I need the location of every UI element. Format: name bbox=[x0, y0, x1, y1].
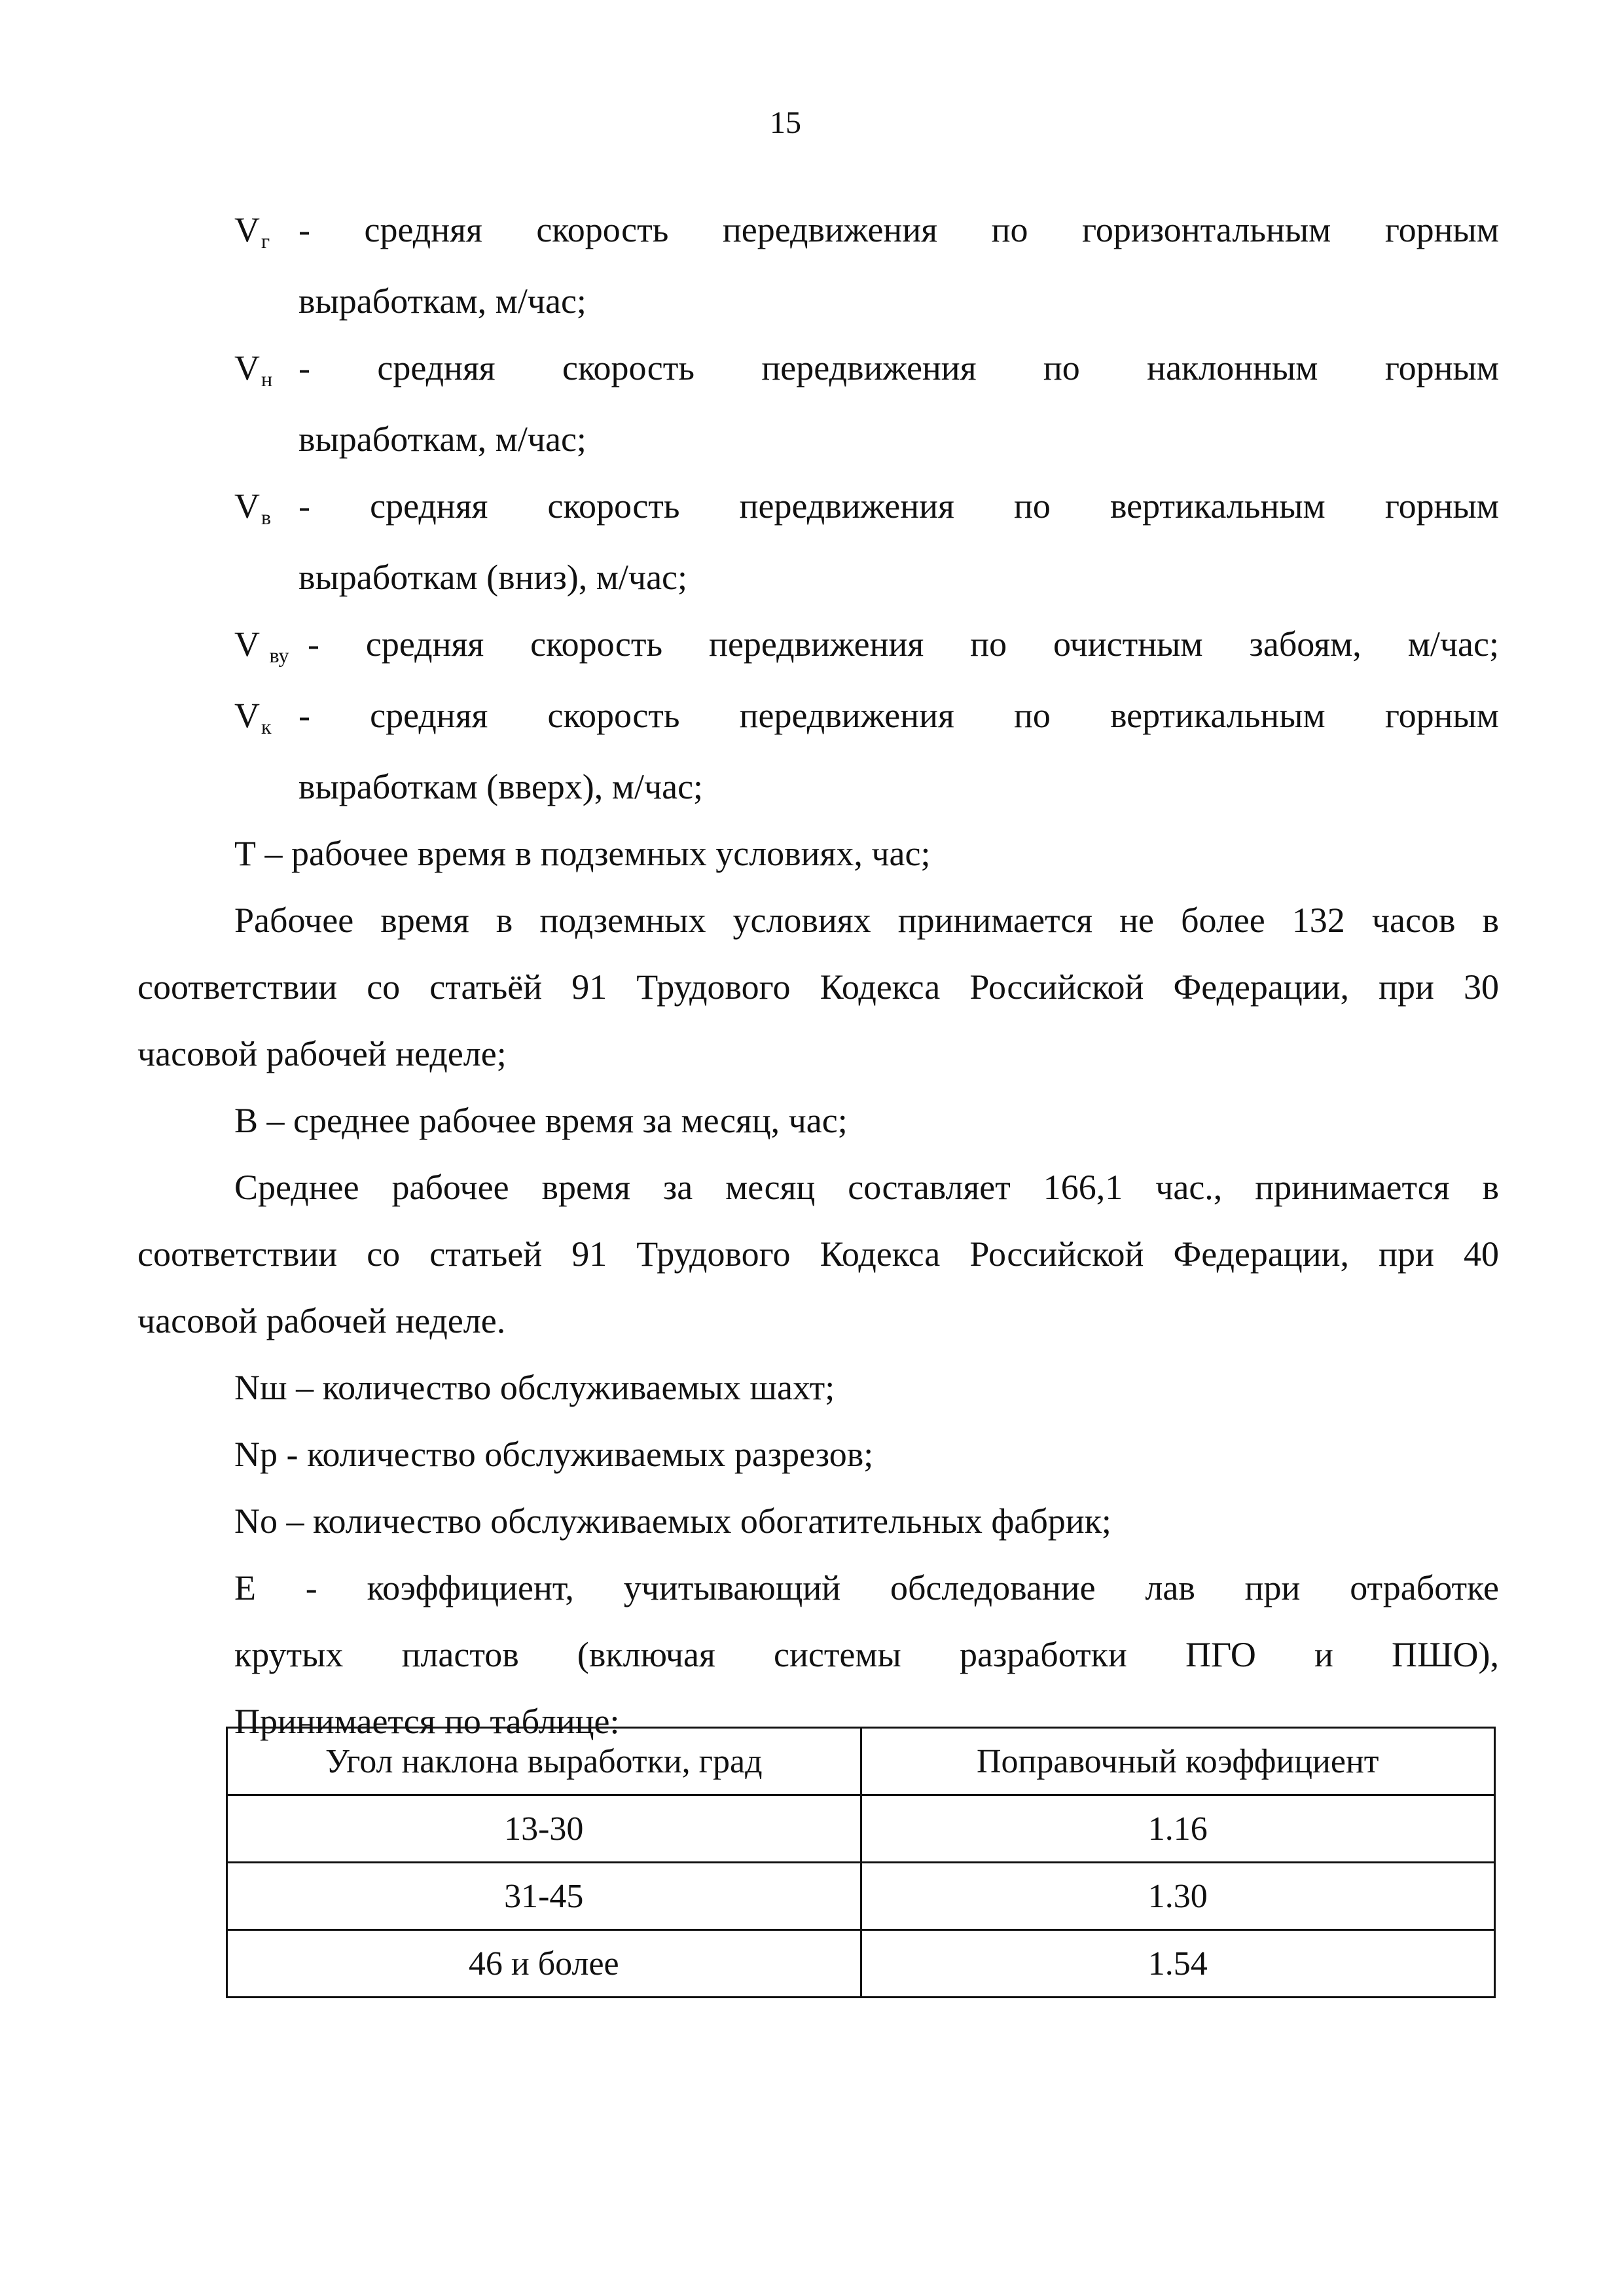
symbol: V bbox=[234, 696, 260, 735]
paragraph-average-time bbox=[137, 1154, 1499, 1354]
paragraph-line: соответствии со статьей 91 Трудового Кодекса Российской Федерации, при 40 bbox=[137, 1234, 1499, 1274]
definition-text: - средняя скорость передвижения по вертикальным горным bbox=[298, 696, 1499, 735]
definition-text: - средняя скорость передвижения по наклонным горным bbox=[298, 348, 1499, 387]
paragraph-line: соответствии со статьёй 91 Трудового Кодекса Российской Федерации, при 30 bbox=[137, 967, 1499, 1007]
definition-text: - средняя скорость передвижения по очистным забоям, м/час; bbox=[308, 624, 1499, 664]
table-cell: 1.54 bbox=[861, 1930, 1495, 1998]
correction-coefficient-table bbox=[226, 1727, 1496, 1998]
definition-v-v bbox=[234, 473, 1499, 544]
table-header-row bbox=[227, 1728, 1495, 1795]
symbol-subscript: н bbox=[261, 367, 273, 391]
definition-b: В – среднее рабочее время за месяц, час; bbox=[234, 1101, 848, 1140]
table-header-cell: Угол наклона выработки, град bbox=[227, 1728, 861, 1795]
definition-line: Принимается по таблице: bbox=[234, 1702, 620, 1741]
definition-v-n bbox=[234, 334, 1499, 406]
table-cell: 1.30 bbox=[861, 1863, 1495, 1930]
table-cell: 31-45 bbox=[227, 1863, 861, 1930]
symbol-subscript: ву bbox=[269, 643, 289, 667]
symbol: V bbox=[234, 624, 268, 664]
definition-text: - средняя скорость передвижения по вертикальным горным bbox=[298, 486, 1499, 526]
document-body bbox=[137, 196, 1499, 1755]
table-row bbox=[227, 1795, 1495, 1863]
definition-n-pits: Nр - количество обслуживаемых разрезов; bbox=[234, 1435, 874, 1474]
symbol: V bbox=[234, 210, 260, 249]
definition-v-k bbox=[234, 682, 1499, 753]
symbol: V bbox=[234, 348, 260, 387]
definition-n-plants: Nо – количество обслуживаемых обогатительных фабрик; bbox=[234, 1501, 1111, 1541]
definition-e bbox=[234, 1554, 1499, 1755]
definition-n-mines: Nш – количество обслуживаемых шахт; bbox=[234, 1368, 835, 1407]
table-row bbox=[227, 1930, 1495, 1998]
definition-line: Е - коэффициент, учитывающий обследование лав при отработке bbox=[234, 1568, 1499, 1607]
symbol-subscript: к bbox=[261, 715, 272, 738]
table-row bbox=[227, 1863, 1495, 1930]
definition-continuation: выработкам, м/час; bbox=[298, 420, 586, 459]
paragraph-working-time bbox=[137, 887, 1499, 1087]
paragraph-line: часовой рабочей неделе. bbox=[137, 1301, 506, 1340]
definition-v-g bbox=[234, 196, 1499, 268]
symbol: V bbox=[234, 486, 260, 526]
page-number: 15 bbox=[770, 105, 801, 140]
definition-v-vu bbox=[234, 611, 1499, 682]
table-cell: 1.16 bbox=[861, 1795, 1495, 1863]
symbol-subscript: в bbox=[261, 505, 272, 529]
definition-t: Т – рабочее время в подземных условиях, час; bbox=[234, 834, 931, 873]
paragraph-line: Среднее рабочее время за месяц составляет 166,1 час., принимается в bbox=[234, 1168, 1499, 1207]
paragraph-line: часовой рабочей неделе; bbox=[137, 1034, 507, 1073]
definition-line: крутых пластов (включая системы разработки ПГО и ПШО), bbox=[234, 1635, 1499, 1674]
table-header-cell: Поправочный коэффициент bbox=[861, 1728, 1495, 1795]
definition-continuation: выработкам (вниз), м/час; bbox=[298, 558, 688, 597]
paragraph-line: Рабочее время в подземных условиях принимается не более 132 часов в bbox=[234, 901, 1499, 940]
definition-text: - средняя скорость передвижения по горизонтальным горным bbox=[298, 210, 1499, 249]
table-cell: 46 и более bbox=[227, 1930, 861, 1998]
definition-continuation: выработкам (вверх), м/час; bbox=[298, 767, 704, 806]
symbol-subscript: г bbox=[261, 229, 270, 253]
definition-continuation: выработкам, м/час; bbox=[298, 281, 586, 321]
table-cell: 13-30 bbox=[227, 1795, 861, 1863]
